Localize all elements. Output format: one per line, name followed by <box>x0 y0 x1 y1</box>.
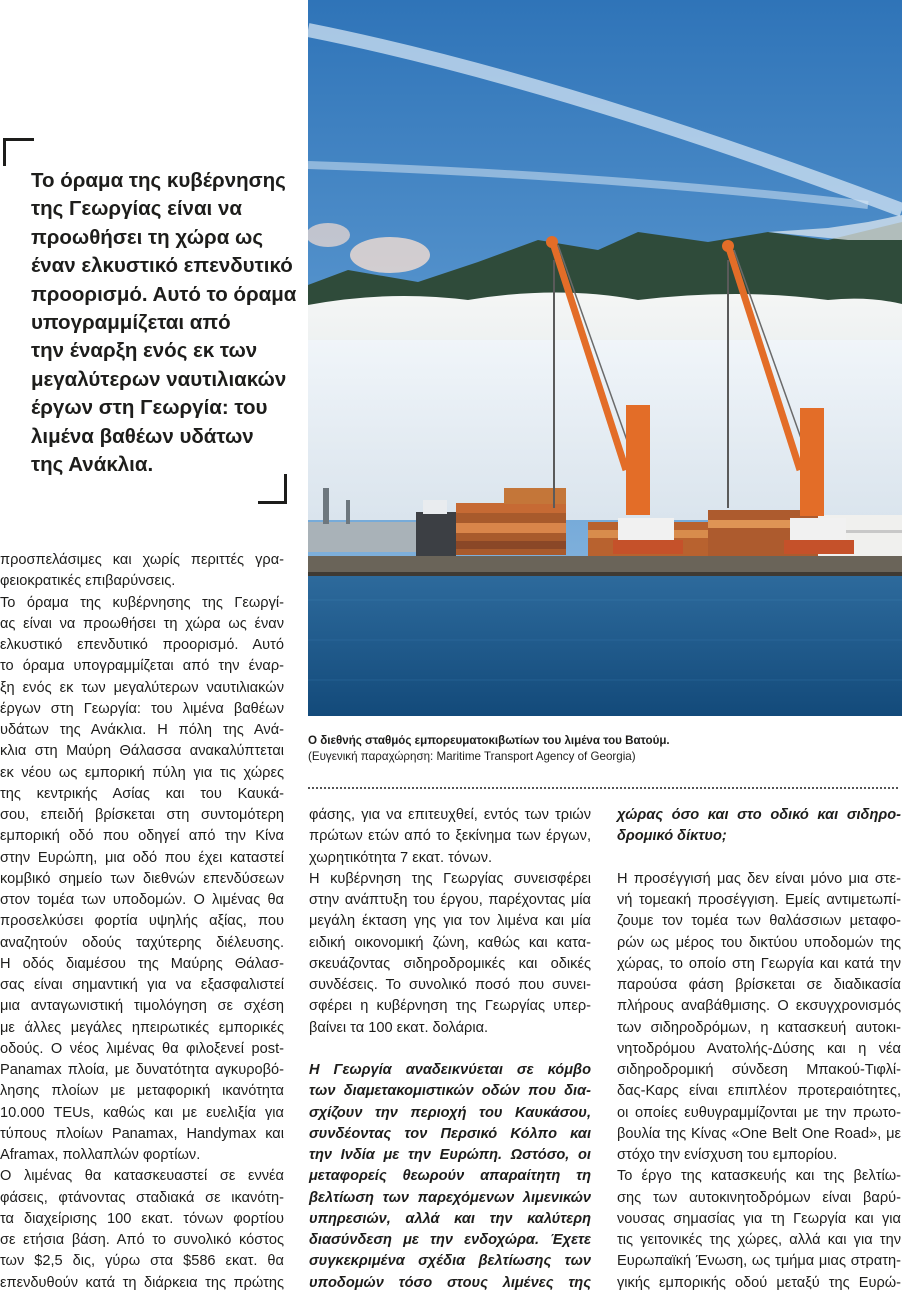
text-line: ειδική οικονομική ζώνη, καθώς και κατα- <box>309 934 591 951</box>
dotted-divider <box>308 787 898 789</box>
text-line: επενδυθούν κατά τη διάρκεια της πρώτης <box>0 1274 284 1291</box>
pullquote-open-bracket <box>3 138 34 166</box>
text-line: φάσης, για να επιτευχθεί, εντός των τριών <box>309 807 591 823</box>
text-line: σου, επειδή βρίσκεται στη συντομότερη <box>0 807 284 823</box>
question-line: σχίζουν την περιοχή του Καυκάσου, <box>309 1104 591 1121</box>
text-line: της κεντρικής Ασίας και του Καυκά- <box>0 785 284 802</box>
text-line: ζουμε τον τομέα των θαλάσσιων μεταφο- <box>617 913 901 930</box>
pull-quote-line: έναν ελκυστικό επενδυτικό <box>31 254 293 278</box>
column-2 <box>309 805 591 1294</box>
pull-quote-line: την έναρξη ενός εκ των <box>31 339 258 363</box>
text-line: το όραμα υπογραμμίζεται από την έναρ- <box>0 658 284 675</box>
text-line: Η προσέγγισή μας δεν είναι μόνο μια στε- <box>617 870 901 887</box>
question-line: διασύνδεση με την ενδοχώρα. Έχετε <box>309 1232 591 1248</box>
pull-quote-line: έργων στη Γεωργία: του <box>31 396 268 420</box>
photo-caption <box>308 733 898 765</box>
text-line: Ευρωπαϊκή Ένωση, ως τμήμα μιας στρατη- <box>617 1253 901 1270</box>
text-line: φάσεις, φτάνοντας σταδιακά σε ικανότη- <box>0 1189 284 1206</box>
text-line: στον τομέα των υποδομών. Ο λιμένας θα <box>0 892 284 908</box>
text-line: κομβικό σημείο των διεθνών επενδύσεων <box>0 870 284 887</box>
text-line: Η κυβέρνηση της Γεωργίας συνεισφέρει <box>309 870 591 887</box>
text-line: προσελκύσει φορτία υψηλής αξίας, που <box>0 913 284 930</box>
text-line: Η οδός διαμέσου της Μαύρης Θάλασ- <box>0 955 284 972</box>
text-line: κλια στη Μαύρη Θάλασσα ανακαλύπτεται <box>0 743 284 760</box>
text-line: φειοκρατικές επιβαρύνσεις. <box>0 573 176 590</box>
text-line: Aframax, πολλαπλών φορτίων. <box>0 1147 201 1163</box>
question-line: δρομικό δίκτυο; <box>617 828 727 845</box>
caption-title: Ο διεθνής σταθμός εμπορευματοκιβωτίων του λιμένα του Βατούμ. <box>308 734 670 747</box>
text-line: ας είναι να προωθήσει τη χώρα ως έναν <box>0 615 284 632</box>
text-line: χώρας, το οποίο στη Γεωργία και κατά την <box>617 955 901 972</box>
text-line: πρώτων ετών από το ξεκίνημα των έργων, <box>309 828 591 845</box>
pull-quote-line: μεγαλύτερων ναυτιλιακών <box>31 367 287 391</box>
text-line: 10.000 TEUs, καθώς και με ευελιξία για <box>0 1104 284 1121</box>
text-line: λησης πλοίων με μεταφορική ικανότητα <box>0 1083 284 1100</box>
pull-quote <box>31 167 297 479</box>
text-line: νουσας σημασίας για τη Γεωργία και για <box>617 1210 901 1227</box>
text-line: γικής εμπορικής οδού μεταξύ της Ευρώ- <box>617 1274 901 1291</box>
pull-quote-line: υπογραμμίζεται από <box>31 311 231 335</box>
text-line: υδάτων της Ανάκλια. Η πόλη της Ανά- <box>0 722 284 738</box>
text-line: πλήρους αναβάθμισης. Ο εκσυγχρονισμός <box>617 998 901 1015</box>
text-line: βουλία της Κίνας «One Belt One Road», με <box>617 1125 901 1142</box>
pull-quote-line: προωθήσει τη χώρα ως <box>31 225 263 249</box>
text-line: Το έργο της κατασκευής και της βελτίω- <box>617 1168 901 1185</box>
text-line: σης των αυτοκινητοδρόμων είναι βαρύ- <box>617 1189 901 1206</box>
caption-credit: (Ευγενική παραχώρηση: Maritime Transport Agency of Georgia) <box>308 750 636 763</box>
pullquote-close-bracket <box>258 474 287 504</box>
text-line: βαίνει τα 100 εκατ. δολάρια. <box>309 1019 489 1036</box>
text-line: παρούσα φάση βρίσκεται σε διαδικασία <box>617 977 901 993</box>
text-line: σιδηροδρομική σύνδεση Μπακού-Τιφλί- <box>617 1062 901 1078</box>
text-line: έργων στη Γεωργία: του λιμένα βαθέων <box>0 700 284 717</box>
pull-quote-line: της Γεωργίας είναι να <box>31 197 242 221</box>
text-line: χωρητικότητα 7 εκατ. τόνων. <box>309 849 493 866</box>
pull-quote-line: Το όραμα της κυβέρνησης <box>31 169 286 192</box>
question-line: χώρας όσο και στο οδικό και σιδηρο- <box>617 807 901 823</box>
text-line: οδούς. Ο νέος λιμένας θα φιλοξενεί post- <box>0 1040 284 1057</box>
text-line: σκευάζοντας σιδηροδρομικές και οδικές <box>309 955 591 972</box>
text-line: εμπορική οδό που οδηγεί από την Κίνα <box>0 828 284 845</box>
text-line: συνδέσεις. Το συνολικό ποσό που συνει- <box>309 977 591 993</box>
column-3 <box>617 805 901 1294</box>
text-line: νητοδρόμου Ανατολής-Δύσης και η νέα <box>617 1040 901 1057</box>
text-line: Το όραμα της κυβέρνησης της Γεωργί- <box>0 594 284 611</box>
text-line: τα διαχείρισης 100 εκατ. τόνων φορτίου <box>0 1210 284 1227</box>
text-line: των $2,5 δις, γύρω στα $586 εκατ. θα <box>0 1253 284 1270</box>
question-line: υπηρεσιών, αλλά και την καλύτερη <box>309 1210 591 1227</box>
text-line: προσπελάσιμες και χωρίς περιττές γρα- <box>0 552 284 568</box>
text-line: Ο λιμένας θα κατασκευαστεί σε εννέα <box>0 1168 284 1185</box>
text-line: ελκυστικό επενδυτικό προορισμό. Αυτό <box>0 637 284 653</box>
text-line: των σιδηροδρόμων, η κατασκευή αυτοκι- <box>617 1019 901 1036</box>
text-line: στόχο την ενίσχυση του εμπορίου. <box>617 1147 838 1163</box>
text-line: εκ νέου ως εμπορική πύλη για τις χώρες <box>0 764 284 781</box>
port-container-cranes-photo <box>308 0 902 716</box>
text-line: σε ετήσια βάση. Από το συνολικό κόστος <box>0 1232 284 1248</box>
question-line: βελτίωση των παρεχόμενων λιμενικών <box>309 1189 591 1206</box>
text-line: ρών ως μέρος του δικτύου υποδομών της <box>617 934 901 951</box>
text-line: ξη ενός εκ των μεγαλύτερων ναυτιλιακών <box>0 679 284 696</box>
question-line: συνδέοντας τον Περσικό Κόλπο και <box>309 1125 591 1142</box>
text-line: τύπους πλοίων Panamax, Handymax και <box>0 1125 284 1142</box>
question-line: των διαμετακομιστικών οδών που δια- <box>309 1083 591 1100</box>
text-line: μεγάλη έκταση γης για τον λιμένα και μία <box>309 913 591 930</box>
pull-quote-line: της Ανάκλια. <box>31 453 154 477</box>
question-line: Η Γεωργία αναδεικνύεται σε κόμβο <box>309 1062 591 1078</box>
text-line: σφέρει η κυβέρνηση της Γεωργίας υπερ- <box>309 998 591 1015</box>
text-line: στην Ευρώπη, μια οδό που έχει καταστεί <box>0 849 284 866</box>
text-line: στην ανάπτυξη του έργου, παρέχοντας μία <box>309 892 591 908</box>
text-line: με άλλες μεγάλες ηπειρωτικές εμπορικές <box>0 1019 284 1036</box>
text-line: Panamax πλοία, με δυνατότητα αγκυροβό- <box>0 1062 284 1078</box>
text-line: αναζητούν οδούς ταχύτερης διέλευσης. <box>0 934 284 951</box>
question-line: την Ινδία με την Ευρώπη. Ωστόσο, οι <box>309 1147 591 1163</box>
column-1 <box>0 550 284 1294</box>
pull-quote-line: λιμένα βαθέων υδάτων <box>31 424 254 448</box>
text-line: τις γειτονικές της χώρες, αλλά και για την <box>617 1232 901 1248</box>
text-line: δας-Καρς είναι επιπλέον προτεραιότητες, <box>617 1083 901 1100</box>
question-line: μεταφορείς θεωρούν απαραίτητη τη <box>309 1168 591 1185</box>
pull-quote-line: προορισμό. Αυτό το όραμα <box>31 282 297 306</box>
text-line: οι οποίες ευθυγραμμίζονται με την πρωτο- <box>617 1104 901 1121</box>
text-line: νή τομεακή προσέγγιση. Εμείς αντιμετωπί- <box>617 892 901 908</box>
text-line: σας είναι σημαντική για να εξασφαλιστεί <box>0 977 284 993</box>
text-line: μια ανταγωνιστική τιμολόγηση σε σχέση <box>0 998 284 1015</box>
question-line: συγκεκριμένα σχέδια βελτίωσης των <box>309 1253 591 1270</box>
paragraph-gap <box>617 848 901 869</box>
question-line: υποδομών τόσο στους λιμένες της <box>309 1274 591 1291</box>
paragraph-gap <box>309 1039 591 1060</box>
